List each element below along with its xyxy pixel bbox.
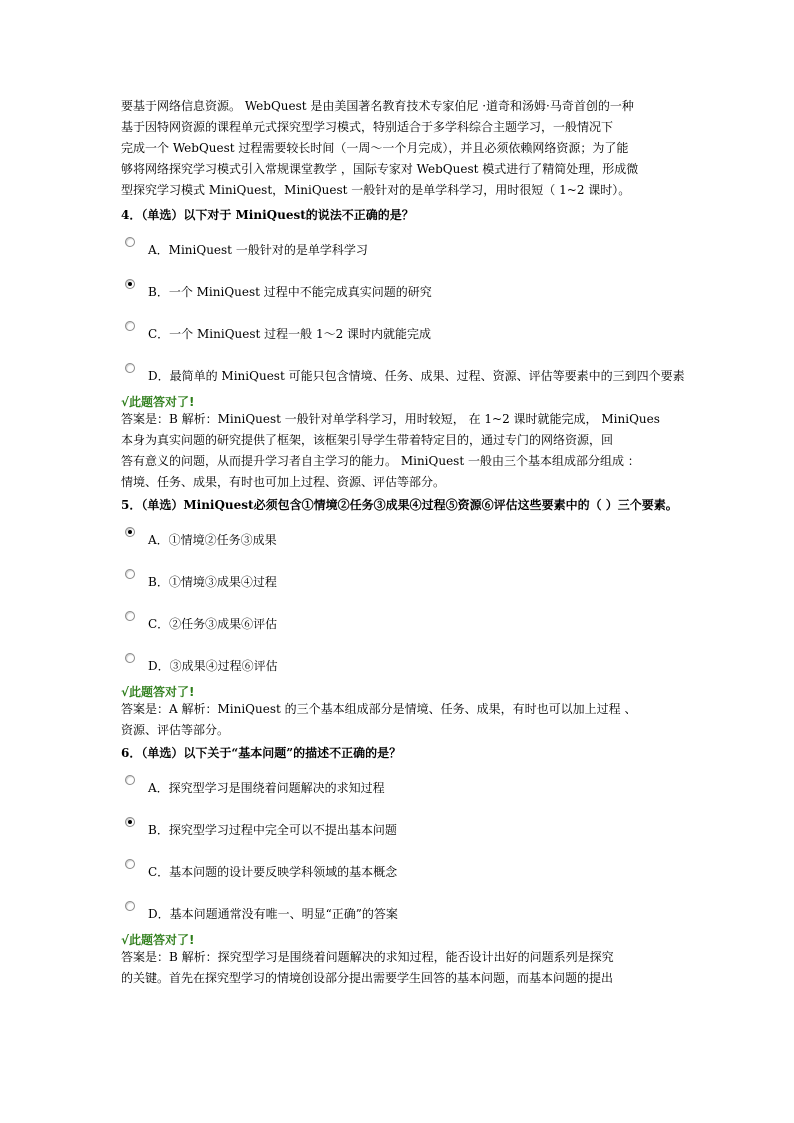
option-label: C．一个 MiniQuest 过程一般 1～2 课时内就能完成: [148, 327, 432, 341]
option-list: [121, 527, 681, 685]
intro-line: 基于因特网资源的课程单元式探究型学习模式，特别适合于多学科综合主题学习，一般情况下: [121, 120, 614, 134]
radio-button[interactable]: [125, 363, 135, 373]
analysis-line: 答有意义的问题，从而提升学习者自主学习的能力。 MiniQuest 一般由三个基本组成部分组成 ：: [121, 454, 640, 468]
option-label: B．一个 MiniQuest 过程中不能完成真实问题的研究: [148, 285, 432, 299]
answer-analysis: [121, 947, 681, 989]
option-label: A．MiniQuest 一般针对的是单学科学习: [148, 243, 368, 257]
option-a[interactable]: [121, 775, 681, 817]
question-title: 5．（单选）MiniQuest必须包含①情境②任务③成果④过程⑤资源⑥评估这些要素中的（ ）三个要素。: [121, 498, 678, 512]
option-d[interactable]: [121, 901, 681, 933]
option-list: [121, 237, 685, 395]
option-label: B．探究型学习过程中完全可以不提出基本问题: [148, 823, 397, 837]
analysis-line: 情境、任务、成果，有时也可加上过程、资源、评估等部分。: [121, 475, 446, 489]
question-4: [121, 205, 685, 493]
option-label: C．基本问题的设计要反映学科领域的基本概念: [148, 865, 398, 879]
option-label: D．基本问题通常没有唯一、明显“正确”的答案: [148, 907, 398, 921]
radio-button[interactable]: [125, 321, 135, 331]
option-label: D．③成果④过程⑥评估: [148, 659, 278, 673]
radio-button[interactable]: [125, 775, 135, 785]
option-b[interactable]: [121, 279, 681, 321]
option-a[interactable]: [121, 237, 681, 279]
option-c[interactable]: [121, 611, 681, 653]
option-label: C．②任务③成果⑥评估: [148, 617, 278, 631]
option-label: D．最简单的 MiniQuest 可能只包含情境、任务、成果、过程、资源、评估等要素中的三到四个要素: [148, 369, 685, 383]
radio-button[interactable]: [125, 237, 135, 247]
answer-analysis: [121, 409, 681, 493]
option-c[interactable]: [121, 321, 681, 363]
radio-button[interactable]: [125, 611, 135, 621]
option-list: [121, 775, 681, 933]
option-b[interactable]: [121, 569, 681, 611]
radio-button[interactable]: [125, 901, 135, 911]
intro-line: 型探究学习模式 MiniQuest，MiniQuest 一般针对的是单学科学习，用时很短（ 1~2 课时）。: [121, 183, 631, 197]
analysis-line: 答案是：B 解析：探究型学习是围绕着问题解决的求知过程，能否设计出好的问题系列是探究: [121, 950, 614, 964]
intro-line: 够将网络探究学习模式引入常规课堂教学 ，国际专家对 WebQuest 模式进行了精简处理，形成微: [121, 162, 639, 176]
radio-button-selected[interactable]: [125, 279, 135, 289]
option-d[interactable]: [121, 653, 681, 685]
answer-analysis: [121, 699, 681, 741]
option-label: A．①情境②任务③成果: [148, 533, 277, 547]
question-5: [121, 495, 681, 741]
correct-feedback: √此题答对了!: [121, 395, 195, 409]
analysis-line: 本身为真实问题的研究提供了框架，该框架引导学生带着特定目的，通过专门的网络资源，回: [121, 433, 614, 447]
document-page: [121, 96, 685, 989]
intro-line: 完成一个 WebQuest 过程需要较长时间（一周～一个月完成），并且必须依赖网络资源；为了能: [121, 141, 629, 155]
correct-feedback: √此题答对了!: [121, 685, 195, 699]
radio-button-selected[interactable]: [125, 817, 135, 827]
radio-button[interactable]: [125, 653, 135, 663]
radio-button[interactable]: [125, 569, 135, 579]
correct-feedback: √此题答对了!: [121, 933, 195, 947]
option-d[interactable]: [121, 363, 685, 395]
question-title: 4．（单选）以下对于 MiniQuest的说法不正确的是？: [121, 208, 414, 222]
analysis-line: 答案是：B 解析：MiniQuest 一般针对单学科学习，用时较短， 在 1~2 课时就能完成， MiniQues: [121, 412, 660, 426]
option-label: B．①情境③成果④过程: [148, 575, 277, 589]
question-6: [121, 743, 681, 989]
option-label: A．探究型学习是围绕着问题解决的求知过程: [148, 781, 385, 795]
intro-line: 要基于网络信息资源。 WebQuest 是由美国著名教育技术专家伯尼 ·道奇和汤姆·马奇首创的一种: [121, 99, 634, 113]
option-a[interactable]: [121, 527, 681, 569]
option-c[interactable]: [121, 859, 681, 901]
intro-paragraph: [121, 96, 681, 201]
analysis-line: 资源、评估等部分。: [121, 723, 230, 737]
radio-button-selected[interactable]: [125, 527, 135, 537]
radio-button[interactable]: [125, 859, 135, 869]
question-title: 6．（单选）以下关于“基本问题”的描述不正确的是？: [121, 746, 402, 760]
analysis-line: 答案是：A 解析：MiniQuest 的三个基本组成部分是情境、任务、成果，有时也可以加上过程 、: [121, 702, 637, 716]
analysis-line: 的关键。首先在探究型学习的情境创设部分提出需要学生回答的基本问题，而基本问题的提出: [121, 971, 614, 985]
option-b[interactable]: [121, 817, 681, 859]
